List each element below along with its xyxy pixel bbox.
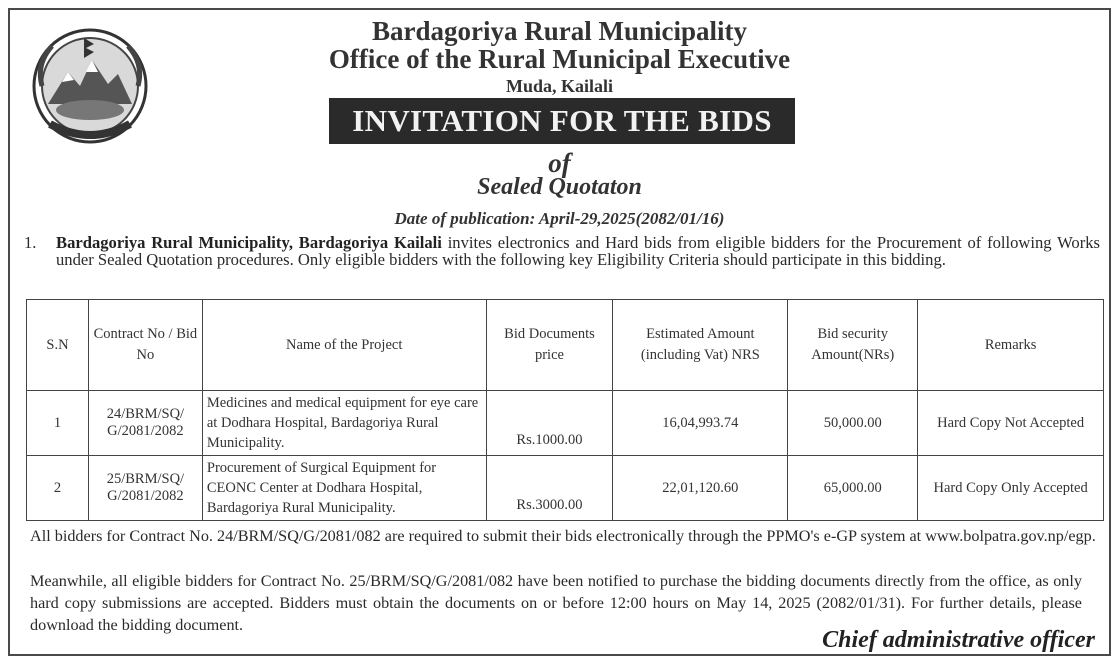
- location: Muda, Kailali: [505, 76, 613, 96]
- cell-security: 65,000.00: [788, 456, 918, 521]
- cell-project: Medicines and medical equipment for eye care at Dodhara Hospital, Bardagoriya Rural Municipality.: [202, 391, 486, 456]
- cell-estimate: 16,04,993.74: [613, 391, 788, 456]
- cell-sn: 2: [27, 456, 89, 521]
- intro-paragraph: [24, 233, 1100, 269]
- bid-notice: [8, 8, 1111, 656]
- cell-sn: 1: [27, 391, 89, 456]
- table-header-row: [27, 300, 1104, 391]
- header-estimate: Estimated Amount (including Vat) NRS: [613, 300, 788, 391]
- cell-price: Rs.3000.00: [486, 456, 613, 521]
- table-row: [27, 391, 1104, 456]
- intro-text: invites electronics and Hard bids from eligible bidders for the Procurement of following Works under Sealed Quotation procedures. Only eligible bidders with the following key Eligibility Criteria should participate in this bidding.: [56, 233, 1100, 269]
- header-sn: S.N: [27, 300, 89, 391]
- cell-remarks: Hard Copy Only Accepted: [918, 456, 1104, 521]
- cell-estimate: 22,01,120.60: [613, 456, 788, 521]
- municipality-name: Bardagoriya Rural Municipality: [371, 16, 747, 46]
- table-row: [27, 456, 1104, 521]
- cell-price: Rs.1000.00: [486, 391, 613, 456]
- cell-contract: 25/BRM/SQ/ G/2081/2082: [88, 456, 202, 521]
- cell-project: Procurement of Surgical Equipment for CEONC Center at Dodhara Hospital, Bardagoriya Rural Municipality.: [202, 456, 486, 521]
- header-contract: Contract No / Bid No: [88, 300, 202, 391]
- title-banner: INVITATION FOR THE BIDS: [329, 98, 795, 144]
- header-price: Bid Documents price: [486, 300, 613, 391]
- footer-paragraph-hardcopy: Meanwhile, all eligible bidders for Contract No. 25/BRM/SQ/G/2081/082 have been notified to purchase the bidding documents directly from the office, as only hard copy submissions are accepted. Bidders must obtain the documents on or before 12:00 hours on May 14, 2025 (2082/01/31). For further details, please download the bidding document.: [30, 572, 1082, 634]
- cell-remarks: Hard Copy Not Accepted: [918, 391, 1104, 456]
- of-text: of: [548, 148, 571, 178]
- cell-security: 50,000.00: [788, 391, 918, 456]
- signature: Chief administrative officer: [822, 627, 1095, 653]
- item-number: 1.: [24, 233, 37, 252]
- bids-table: [26, 299, 1104, 521]
- header-project: Name of the Project: [202, 300, 486, 391]
- office-name: Office of the Rural Municipal Executive: [328, 44, 791, 74]
- publication-date: Date of publication: April-29,2025(2082/01/16): [394, 209, 725, 228]
- header-remarks: Remarks: [918, 300, 1104, 391]
- subtitle: Sealed Quotaton: [477, 174, 642, 200]
- footer-paragraph-egp: All bidders for Contract No. 24/BRM/SQ/G/2081/082 are required to submit their bids electronically through the PPMO's e-GP system at www.bolpatra.gov.np/egp.: [30, 527, 1096, 545]
- header-security: Bid security Amount(NRs): [788, 300, 918, 391]
- cell-contract: 24/BRM/SQ/ G/2081/2082: [88, 391, 202, 456]
- intro-bold: Bardagoriya Rural Municipality, Bardagoriya Kailali: [56, 233, 442, 252]
